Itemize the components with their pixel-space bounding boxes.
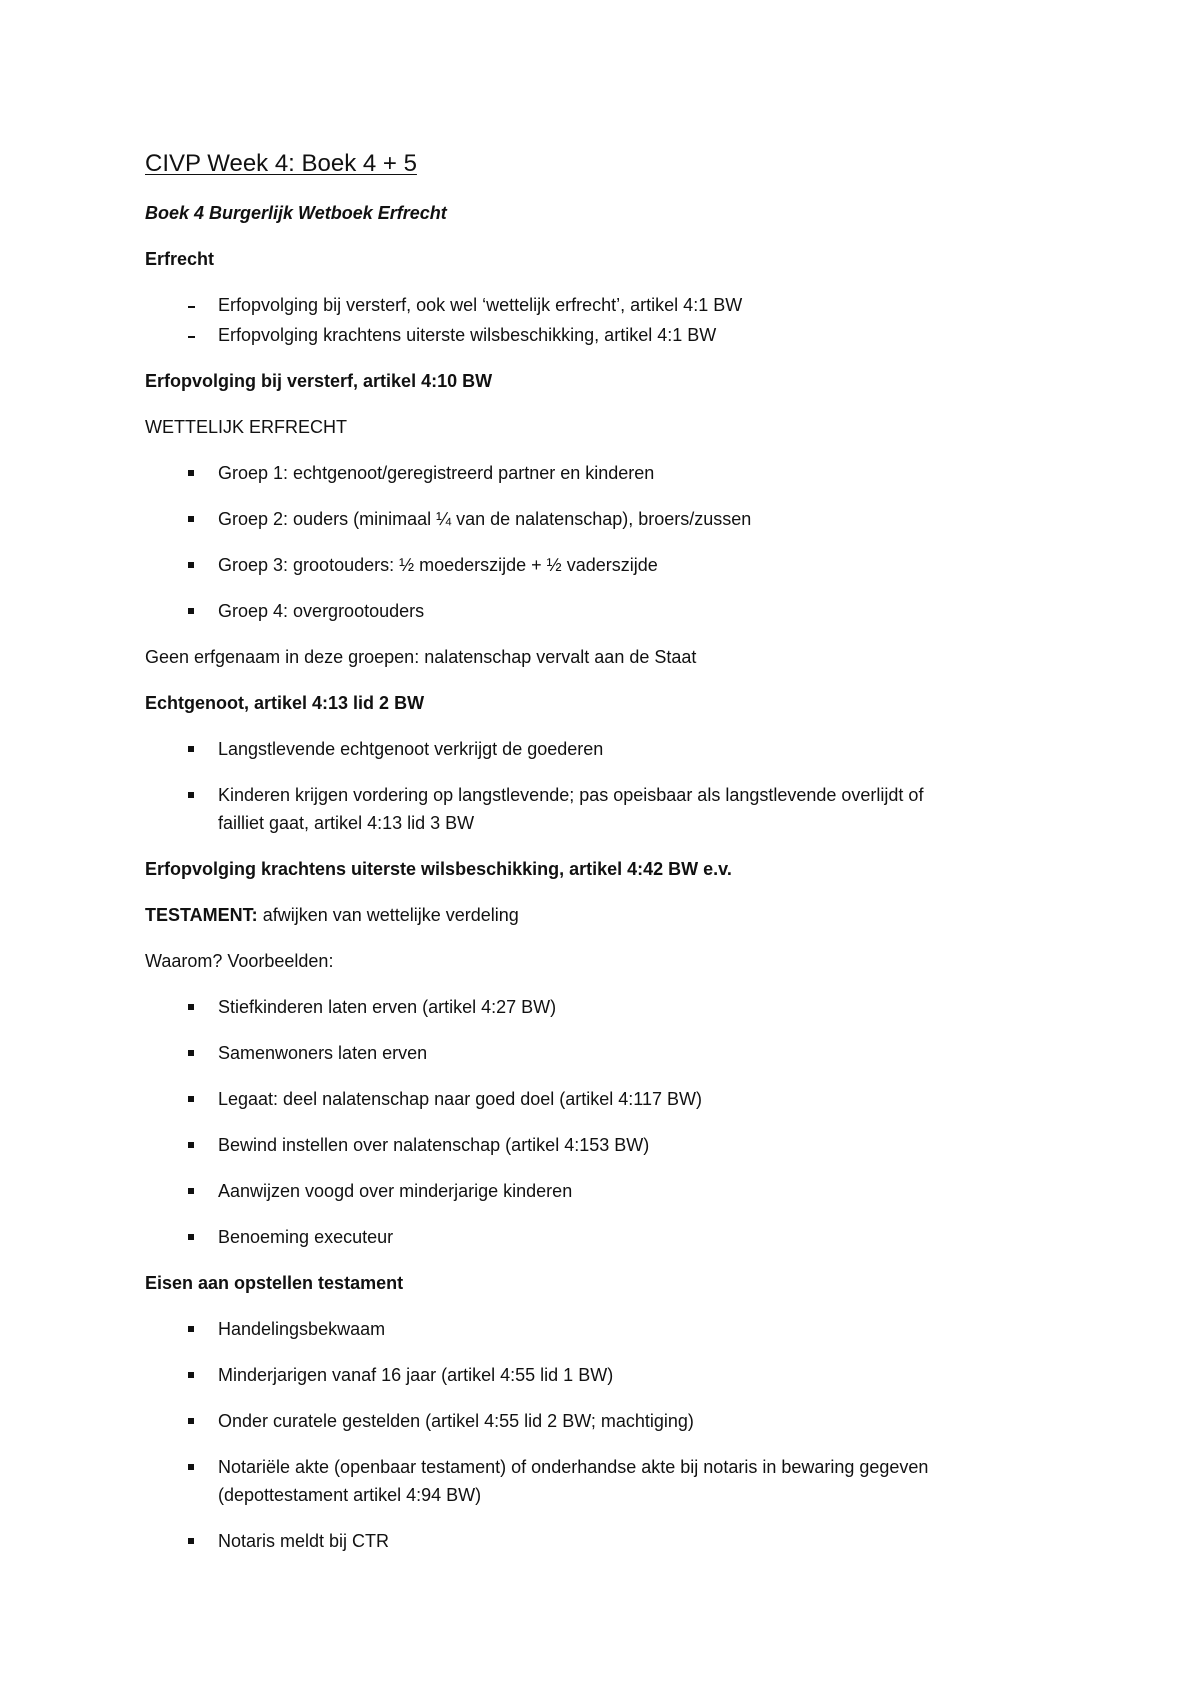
square-bullet-icon <box>188 1096 194 1102</box>
testament-text: afwijken van wettelijke verdeling <box>262 905 519 925</box>
square-bullet-icon <box>188 608 194 614</box>
square-bullet-icon <box>188 1004 194 1010</box>
list-item-text: Samenwoners laten erven <box>218 1043 428 1063</box>
list-item <box>145 993 1125 1021</box>
square-bullet-icon <box>188 1418 194 1424</box>
square-bullet-icon <box>188 1234 194 1240</box>
paragraph-note: Geen erfgenaam in deze groepen: nalatenschap vervalt aan de Staat <box>145 647 697 667</box>
square-bullet-icon <box>188 746 194 752</box>
list-item-text: Onder curatele gestelden (artikel 4:55 lid 2 BW; machtiging) <box>218 1411 694 1431</box>
list-item <box>145 781 1125 837</box>
paragraph-question: Waarom? Voorbeelden: <box>145 951 334 971</box>
list-item-text: Aanwijzen voogd over minderjarige kinderen <box>218 1181 573 1201</box>
list-item-text: Stiefkinderen laten erven (artikel 4:27 BW) <box>218 997 557 1017</box>
list-item <box>145 1527 1125 1555</box>
list-item <box>145 505 1125 533</box>
list-item <box>145 459 1125 487</box>
document-subtitle: Boek 4 Burgerlijk Wetboek Erfrecht <box>145 203 447 223</box>
square-bullet-icon <box>188 1464 194 1470</box>
list-item <box>145 1177 1125 1205</box>
square-bullet-icon <box>188 1372 194 1378</box>
dash-bullet-icon <box>188 336 195 338</box>
list-item-text: Notaris meldt bij CTR <box>218 1531 390 1551</box>
list-item-text: Benoeming executeur <box>218 1227 394 1247</box>
section-heading-erfrecht: Erfrecht <box>145 249 215 269</box>
document-body <box>145 147 1125 1573</box>
list-item-text: Bewind instellen over nalatenschap (artikel 4:153 BW) <box>218 1135 650 1155</box>
list-item-text-line: Notariële akte (openbaar testament) of onderhandse akte bij notaris in bewaring gegeven <box>218 1457 929 1477</box>
square-bullet-icon <box>188 1326 194 1332</box>
list-item-text: Legaat: deel nalatenschap naar goed doel (artikel 4:117 BW) <box>218 1089 702 1109</box>
square-bullet-icon <box>188 1050 194 1056</box>
testament-label: TESTAMENT: <box>145 905 258 925</box>
list-item-text: Erfopvolging bij versterf, ook wel ‘wettelijk erfrecht’, artikel 4:1 BW <box>218 295 743 315</box>
list-item <box>145 1223 1125 1251</box>
list-item-text: Groep 3: grootouders: ½ moederszijde + ½ vaderszijde <box>218 555 658 575</box>
paragraph-testament <box>145 901 1125 929</box>
dash-bullet-icon <box>188 306 195 308</box>
list-item-text: Minderjarigen vanaf 16 jaar (artikel 4:55 lid 1 BW) <box>218 1365 614 1385</box>
list-item <box>145 597 1125 625</box>
square-bullet-icon <box>188 792 194 798</box>
list-item <box>145 321 1125 349</box>
list-item <box>145 735 1125 763</box>
square-bullet-icon <box>188 1142 194 1148</box>
list-item <box>145 1361 1125 1389</box>
list-item <box>145 1085 1125 1113</box>
square-bullet-icon <box>188 562 194 568</box>
list-item <box>145 1131 1125 1159</box>
list-item-text-line: Kinderen krijgen vordering op langstlevende; pas opeisbaar als langstlevende overlijdt of <box>218 785 924 805</box>
section-heading-wilsbeschikking: Erfopvolging krachtens uiterste wilsbeschikking, artikel 4:42 BW e.v. <box>145 859 732 879</box>
section-heading-versterf: Erfopvolging bij versterf, artikel 4:10 BW <box>145 371 493 391</box>
square-bullet-icon <box>188 470 194 476</box>
section-heading-echtgenoot: Echtgenoot, artikel 4:13 lid 2 BW <box>145 693 425 713</box>
square-bullet-icon <box>188 516 194 522</box>
list-item-text: Erfopvolging krachtens uiterste wilsbeschikking, artikel 4:1 BW <box>218 325 717 345</box>
list-item-text: Groep 1: echtgenoot/geregistreerd partner en kinderen <box>218 463 655 483</box>
page-title: CIVP Week 4: Boek 4 + 5 <box>145 150 417 177</box>
list-item <box>145 291 1125 319</box>
square-bullet-icon <box>188 1538 194 1544</box>
list-item-text: Groep 2: ouders (minimaal ¼ van de nalatenschap), broers/zussen <box>218 509 752 529</box>
list-item-text-line: failliet gaat, artikel 4:13 lid 3 BW <box>218 813 475 833</box>
list-item <box>145 551 1125 579</box>
list-item-text: Handelingsbekwaam <box>218 1319 386 1339</box>
list-item-text: Groep 4: overgrootouders <box>218 601 425 621</box>
list-item <box>145 1453 1125 1509</box>
square-bullet-icon <box>188 1188 194 1194</box>
subsection-label-wettelijk-erfrecht: WETTELIJK ERFRECHT <box>145 417 348 437</box>
list-item <box>145 1039 1125 1067</box>
list-item <box>145 1315 1125 1343</box>
section-heading-eisen: Eisen aan opstellen testament <box>145 1273 404 1293</box>
list-item-text-line: (depottestament artikel 4:94 BW) <box>218 1485 482 1505</box>
list-item <box>145 1407 1125 1435</box>
list-item-text: Langstlevende echtgenoot verkrijgt de goederen <box>218 739 604 759</box>
